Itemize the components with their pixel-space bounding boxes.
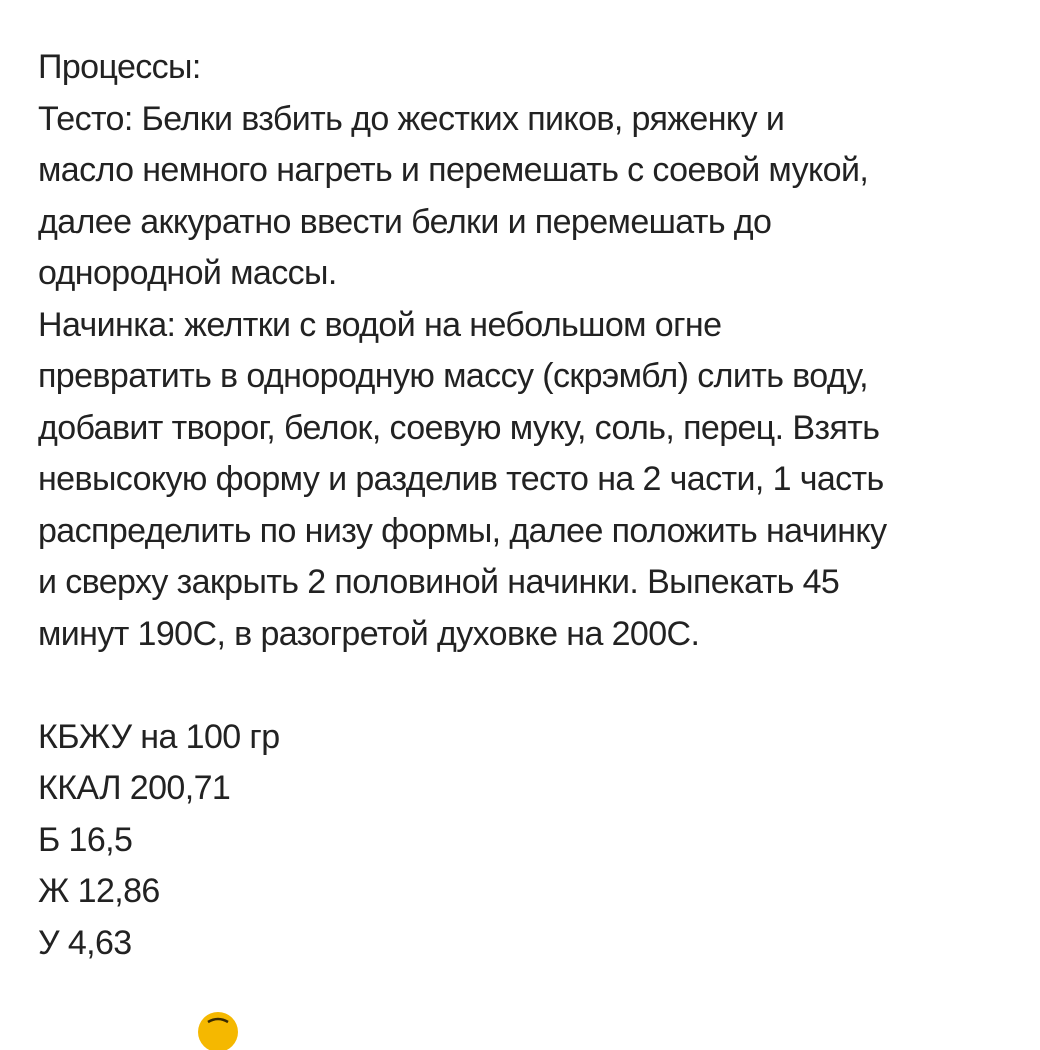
dough-line: далее аккуратно ввести белки и перемешать до [38, 202, 772, 241]
dough-line: масло немного нагреть и перемешать с соевой мукой, [38, 151, 869, 189]
dough-line: однородной массы. [38, 254, 337, 292]
nutrition-fat: Ж 12,86 [38, 872, 160, 910]
filling-line: добавит творог, белок, соевую муку, соль, перец. Взять [38, 408, 880, 447]
filling-line: невысокую форму и разделив тесто на 2 части, 1 часть [38, 460, 884, 498]
filling-line: Начинка: желтки с водой на небольшом огне [38, 305, 722, 344]
filling-line: минут 190С, в разогретой духовке на 200С. [38, 614, 700, 653]
filling-line: и сверху закрыть 2 половиной начинки. Выпекать 45 [38, 563, 840, 601]
nutrition-protein: Б 16,5 [38, 820, 133, 859]
recipe-text [38, 42, 1038, 969]
filling-line: превратить в однородную массу (скрэмбл) слить воду, [38, 357, 868, 395]
filling-line: распределить по низу формы, далее положить начинку [38, 511, 887, 550]
nutrition-title: КБЖУ на 100 гр [38, 717, 280, 756]
emoji-face-icon [196, 1010, 240, 1050]
paragraph-gap [38, 660, 1038, 712]
nutrition-kcal: ККАЛ 200,71 [38, 769, 231, 807]
nutrition-carbs: У 4,63 [38, 923, 132, 962]
dough-line: Тесто: Белки взбить до жестких пиков, ряженку и [38, 99, 785, 138]
processes-heading: Процессы: [38, 48, 201, 86]
